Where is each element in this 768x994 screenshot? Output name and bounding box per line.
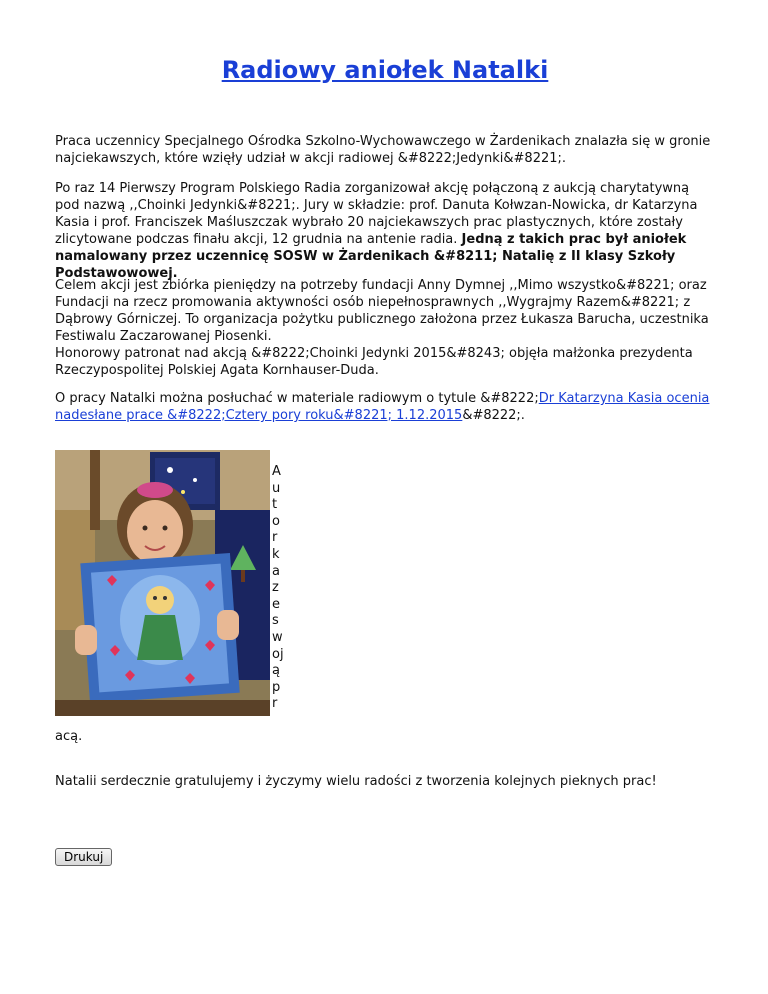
paragraph-contest (55, 180, 715, 282)
paragraph-purpose (55, 277, 715, 379)
radio-text-post: &#8222;. (462, 408, 525, 423)
photo-caption-end: acą. (55, 729, 83, 744)
radio-material-link[interactable]: Dr Katarzyna Kasia ocenia nadesłane prace &#8222;Cztery pory roku&#8221; 1.12.2015 (55, 391, 710, 423)
page-title (55, 56, 715, 84)
photo-block (55, 450, 315, 718)
paragraph-radio (55, 390, 715, 424)
patronage-text: Honorowy patronat nad akcją &#8222;Choinki Jedynki 2015&#8243; objęła małżonka prezydenta Rzeczypospolitej Polskiej Agata Kornhauser-Duda. (55, 346, 693, 378)
paragraph-contest-text: Po raz 14 Pierwszy Program Polskiego Radia zorganizował akcję połączoną z aukcją charytatywną pod nazwą ,,Choinki Jedynki&#8221;. Jury w składzie: prof. Danuta Kołwzan-Nowicka, dr Katarzyna Kasia i prof. Franciszek Maśluszczak wybrało 20 najciekawszych prac plastycznych, które zostały zlicytowane podczas finału akcji, 12 grudnia na antenie radia. (55, 181, 698, 247)
title-link[interactable]: Radiowy aniołek Natalki (221, 56, 549, 84)
photo-girl-with-painting (55, 450, 270, 716)
paragraph-intro: Praca uczennicy Specjalnego Ośrodka Szkolno-Wychowawczego w Żardenikach znalazła się w gronie najciekawszych, które wzięły udział w akcji radiowej &#8222;Jedynki&#8221;. (55, 134, 711, 166)
photo-caption-vertical: Autorka ze swoją pr (272, 464, 284, 712)
radio-text-pre: O pracy Natalki można posłuchać w materiale radiowym o tytule &#8222; (55, 391, 539, 406)
purpose-text: Celem akcji jest zbiórka pieniędzy na potrzeby fundacji Anny Dymnej ,,Mimo wszystko&#8221; oraz Fundacji na rzecz promowania aktywności osób niepełnosprawnych ,,Wygrajmy Razem&#8221; z Dąbrowy Górniczej. To organizacja pożytku publicznego założona przez Łukasza Barucha, uczestnika Festiwalu Zaczarowanej Piosenki. (55, 278, 709, 344)
paragraph-contest-bold: Jedną z takich prac był aniołek namalowany przez uczennicę SOSW w Żardenikach &#8211; Natalię z II klasy Szkoły Podstawowowej. (55, 232, 687, 281)
paragraph-congrats: Natalii serdecznie gratulujemy i życzymy wielu radości z tworzenia kolejnych pieknych prac! (55, 774, 657, 789)
print-button[interactable]: Drukuj (55, 848, 112, 866)
